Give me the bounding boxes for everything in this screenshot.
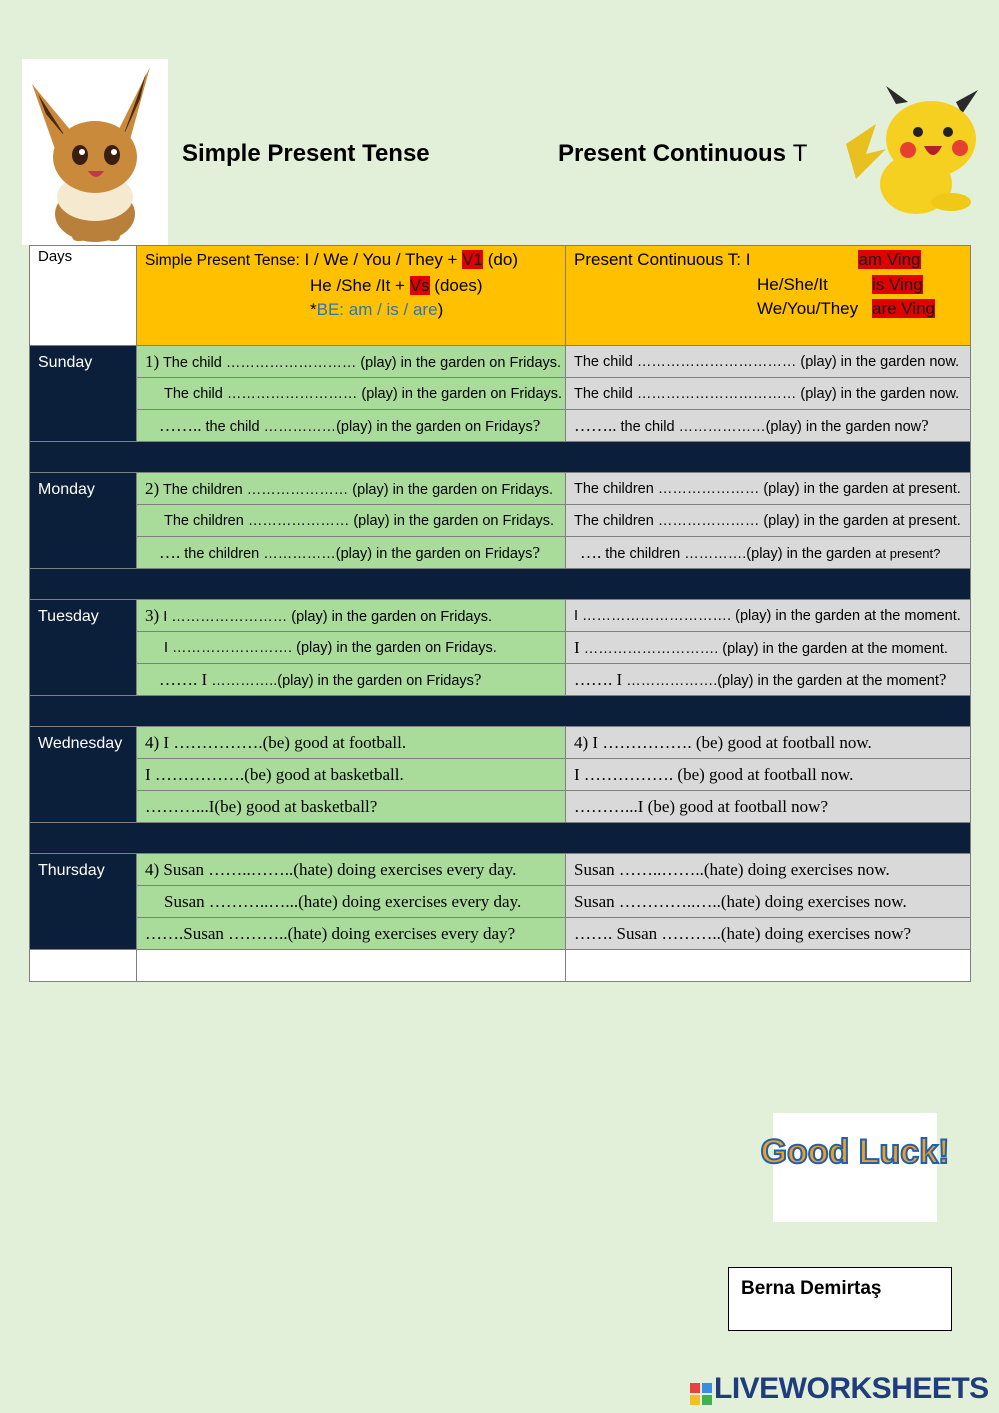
monday-continuous-positive[interactable]: The children ………………… (play) in the garden at present.: [566, 473, 971, 505]
rule-line-2-subjects: He /She /It +: [310, 275, 405, 295]
table-row: [30, 537, 971, 569]
table-row: [30, 664, 971, 696]
question-mark: ?: [473, 669, 482, 689]
sunday-continuous-positive[interactable]: The child …………………………… (play) in the garden now.: [566, 346, 971, 378]
sentence-text: I …………………… (play) in the garden on Fridays.: [163, 608, 492, 625]
tuesday-simple-negative[interactable]: I ……………………. (play) in the garden on Fridays.: [137, 632, 566, 664]
days-header: Days: [30, 246, 137, 346]
monday-simple-question[interactable]: [137, 537, 566, 569]
eevee-picture: [22, 59, 168, 245]
exercise-number: 1): [145, 351, 160, 371]
question-mark: ?: [938, 669, 947, 689]
question-mark: ?: [921, 415, 929, 435]
question-mark: ?: [532, 542, 540, 562]
monday-continuous-question[interactable]: [566, 537, 971, 569]
day-thursday: Thursday: [30, 854, 137, 950]
sentence-text: the children ……………(play) in the garden on Fridays: [184, 545, 533, 562]
tense-worksheet-table: [29, 245, 971, 982]
tuesday-continuous-positive[interactable]: I …………………………. (play) in the garden at the moment.: [566, 600, 971, 632]
question-dots: ……. I: [159, 669, 208, 689]
day-wednesday: Wednesday: [30, 727, 137, 823]
rule-be-forms: BE: am / is / are: [316, 300, 438, 319]
table-row: [30, 410, 971, 442]
table-row: [30, 473, 971, 505]
monday-simple-positive[interactable]: [137, 473, 566, 505]
author-name: Berna Demirtaş: [728, 1267, 952, 1331]
rule-line-1-subjects: I / We / You / They +: [304, 250, 458, 269]
sunday-simple-positive[interactable]: [137, 346, 566, 378]
rule-am-ving: am Ving: [858, 250, 921, 269]
tuesday-simple-positive[interactable]: [137, 600, 566, 632]
wednesday-simple-positive[interactable]: 4) I …………….(be) good at football.: [137, 727, 566, 759]
rule-vs-highlight: Vs: [409, 275, 430, 295]
question-dots: ……..: [574, 415, 617, 435]
present-continuous-title: [558, 140, 807, 168]
question-dots: ……..: [159, 415, 202, 435]
question-dots: ….: [159, 542, 181, 562]
good-luck-sticker: [760, 1113, 950, 1222]
empty-row: [30, 950, 971, 982]
sentence-text: …………..(play) in the garden on Fridays: [211, 672, 474, 689]
wednesday-continuous-negative[interactable]: I ……………. (be) good at football now.: [566, 759, 971, 791]
rule-subject-he-she-it: He/She/It: [757, 274, 828, 294]
present-continuous-rule: [566, 246, 971, 346]
present-continuous-title-bold: Present Continuous: [558, 140, 787, 167]
present-continuous-title-tail: T: [792, 140, 808, 167]
rule-line-3-star: *: [310, 300, 317, 319]
rule-line-1-do: (do): [487, 250, 518, 269]
tuesday-continuous-negative[interactable]: [566, 632, 971, 664]
tuesday-continuous-question[interactable]: [566, 664, 971, 696]
exercise-number: 3): [145, 605, 160, 625]
separator-row: [30, 696, 971, 727]
sunday-continuous-question[interactable]: [566, 410, 971, 442]
rule-line-2: [145, 276, 482, 295]
rule-v1-highlight: V1: [462, 250, 484, 269]
thursday-simple-question[interactable]: …….Susan ………..(hate) doing exercises every day?: [137, 918, 566, 950]
exercise-number: 2): [145, 478, 160, 498]
day-tuesday: Tuesday: [30, 600, 137, 696]
sentence-text: ………………………. (play) in the garden at the moment.: [583, 640, 948, 657]
sentence-text: The children ………………… (play) in the garden on Fridays.: [162, 481, 553, 498]
pikachu-picture: [836, 84, 986, 220]
wednesday-continuous-question[interactable]: ………...I (be) good at football now?: [566, 791, 971, 823]
sentence-text: the children ………….(play) in the garden: [605, 545, 872, 562]
table-row: [30, 346, 971, 378]
table-row: [30, 378, 971, 410]
rule-is-ving: is Ving: [872, 274, 923, 294]
brand-logo: [690, 1372, 989, 1406]
sentence-text: ……………….(play) in the garden at the moment: [626, 672, 939, 689]
sunday-continuous-negative[interactable]: The child …………………………… (play) in the garden now.: [566, 378, 971, 410]
wednesday-simple-negative[interactable]: I …………….(be) good at basketball.: [137, 759, 566, 791]
thursday-continuous-positive[interactable]: Susan ……..……..(hate) doing exercises now.: [566, 854, 971, 886]
day-monday: Monday: [30, 473, 137, 569]
table-row: [30, 854, 971, 886]
sunday-simple-question[interactable]: [137, 410, 566, 442]
rule-line-3: [145, 300, 443, 319]
table-header-row: [30, 246, 971, 346]
simple-present-title: Simple Present Tense: [182, 140, 430, 167]
table-row: [30, 759, 971, 791]
wednesday-simple-question[interactable]: ………...I(be) good at basketball?: [137, 791, 566, 823]
monday-simple-negative[interactable]: The children ………………… (play) in the garden on Fridays.: [137, 505, 566, 537]
wednesday-continuous-positive[interactable]: 4) I ……………. (be) good at football now.: [566, 727, 971, 759]
separator-row: [30, 823, 971, 854]
table-row: [30, 600, 971, 632]
sunday-simple-negative[interactable]: The child ……………………… (play) in the garden on Fridays.: [137, 378, 566, 410]
separator-row: [30, 442, 971, 473]
present-continuous-rule-label: Present Continuous T:: [574, 250, 741, 269]
sentence-text: the child ……………(play) in the garden on Fridays: [205, 418, 533, 435]
good-luck-text: Good Luck!: [760, 1133, 950, 1171]
question-mark: ?: [532, 415, 541, 435]
monday-continuous-negative[interactable]: The children ………………… (play) in the garden at present.: [566, 505, 971, 537]
sentence-tail: at present?: [875, 545, 941, 561]
brand-text: LIVEWORKSHEETS: [714, 1372, 989, 1405]
sentence-text: The child ……………………… (play) in the garden on Fridays.: [162, 354, 562, 371]
thursday-simple-positive[interactable]: 4) Susan ……..……..(hate) doing exercises every day.: [137, 854, 566, 886]
sentence-text: the child ………………(play) in the garden now: [620, 418, 922, 435]
thursday-simple-negative[interactable]: Susan ………..…...(hate) doing exercises every day.: [137, 886, 566, 918]
table-row: [30, 918, 971, 950]
thursday-continuous-question[interactable]: ……. Susan ………..(hate) doing exercises now?: [566, 918, 971, 950]
rule-subject-we-you-they: We/You/They: [757, 299, 859, 318]
table-row: [30, 886, 971, 918]
day-sunday: Sunday: [30, 346, 137, 442]
liveworksheets-icon: [690, 1379, 712, 1401]
simple-present-rule-label: Simple Present Tense:: [145, 252, 300, 269]
tuesday-simple-question[interactable]: [137, 664, 566, 696]
rule-line-2-does: (does): [434, 275, 483, 295]
table-row: [30, 505, 971, 537]
rule-subject-i: I: [745, 250, 751, 269]
rule-line-1: [305, 250, 518, 269]
table-row: [30, 632, 971, 664]
question-dots: ….: [580, 542, 602, 562]
question-dots: ……. I: [574, 669, 623, 689]
separator-row: [30, 569, 971, 600]
subject-i: I: [574, 637, 580, 657]
table-row: [30, 727, 971, 759]
thursday-continuous-negative[interactable]: Susan …………..…..(hate) doing exercises now.: [566, 886, 971, 918]
simple-present-rule: [137, 246, 566, 346]
table-row: [30, 791, 971, 823]
rule-are-ving: are Ving: [872, 299, 936, 318]
rule-line-3-close: ): [437, 300, 444, 319]
